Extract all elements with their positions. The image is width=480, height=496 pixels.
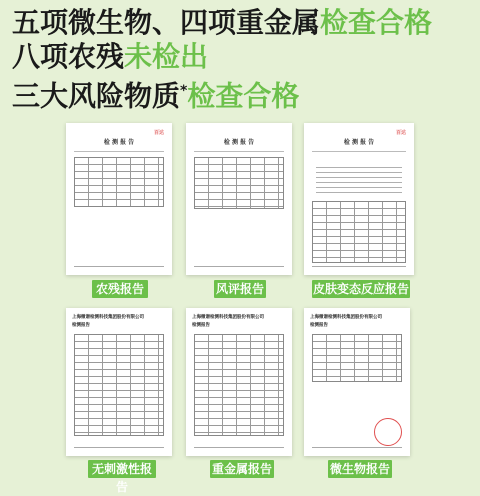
report-doc-heavy-metal <box>186 308 292 456</box>
label-pesticide-report: 农残报告 <box>92 280 148 298</box>
label-microbe-report: 微生物报告 <box>329 462 390 476</box>
report-table <box>194 334 284 436</box>
report-footer <box>312 447 402 450</box>
report-table <box>74 334 164 436</box>
headline-line-3-green: 检查合格 <box>187 79 300 113</box>
report-doc-microbe <box>304 308 410 456</box>
report-table <box>74 157 164 207</box>
report-doc-title: 检 测 报 告 <box>103 139 135 146</box>
headline-line-3-dark: 三大风险物质 <box>12 79 181 113</box>
report-meta-line <box>312 148 406 152</box>
label-heavy-metal-report: 重金属报告 <box>211 462 272 476</box>
report-company: 上海微谱检测科技集团股份有限公司 <box>310 315 382 320</box>
label-skin-allergy-report: 皮肤变态反应报告 <box>312 282 409 296</box>
report-table <box>312 334 402 382</box>
report-company: 上海微谱检测科技集团股份有限公司 <box>72 315 144 320</box>
report-meta-line <box>194 148 284 152</box>
report-company: 上海微谱检测科技集团股份有限公司 <box>192 315 264 320</box>
report-doc-risk <box>186 123 292 275</box>
report-footer <box>312 266 406 269</box>
red-seal-stamp <box>374 418 402 446</box>
headline <box>12 6 472 113</box>
report-doc-subtitle: 检测报告 <box>310 323 328 328</box>
headline-line-2-dark: 八项农残 <box>12 40 125 73</box>
report-doc-subtitle: 检测报告 <box>72 323 90 328</box>
label-risk-report: 风评报告 <box>215 282 264 296</box>
report-footer <box>74 266 164 269</box>
label-irritation-report: 无刺激性报告 <box>88 460 156 478</box>
report-doc-title: 检 测 报 告 <box>343 139 375 146</box>
report-doc-pesticide <box>66 123 172 275</box>
report-doc-skin <box>304 123 414 275</box>
headline-line-2 <box>12 40 472 74</box>
footnote-star: * <box>180 83 188 99</box>
report-footer <box>194 447 284 450</box>
report-logo: 百达 <box>153 130 164 136</box>
report-doc-title: 检 测 报 告 <box>223 139 255 146</box>
report-footer <box>194 266 284 269</box>
report-meta-line <box>74 148 164 152</box>
report-logo: 百达 <box>395 130 406 136</box>
report-table <box>194 157 284 209</box>
report-doc-subtitle: 检测报告 <box>192 323 210 328</box>
headline-line-2-green: 未检出 <box>124 40 209 73</box>
report-doc-irritation <box>66 308 172 456</box>
report-footer <box>74 447 164 450</box>
report-table <box>312 201 406 263</box>
headline-line-3 <box>12 74 472 113</box>
headline-line-1-dark: 五项微生物、四项重金属 <box>12 6 321 39</box>
report-text-lines <box>316 163 402 195</box>
headline-line-1-green: 检查合格 <box>320 6 433 39</box>
headline-line-1 <box>12 6 472 40</box>
